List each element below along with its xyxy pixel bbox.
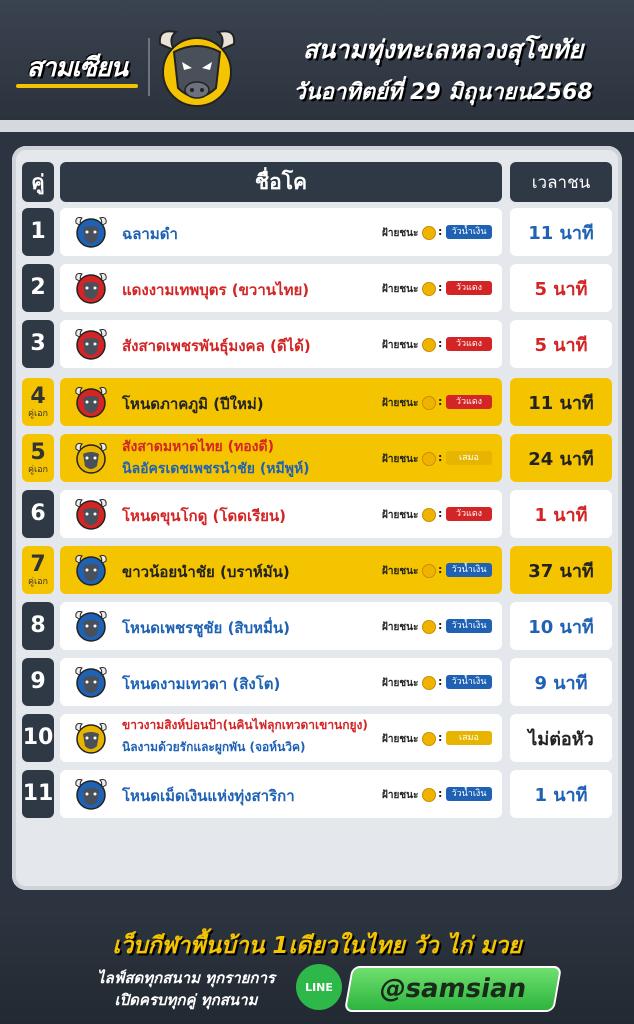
bull-name-cell (60, 490, 502, 538)
event-date: วันอาทิตย์ที่ 29 มิถุนายน2568 (293, 80, 593, 105)
fight-duration-cell: 37 นาที (510, 546, 612, 594)
bull-name: โหนดเม็ดเงินแห่งทุ่งสาริกา (122, 787, 295, 805)
bull-name: แดงงามเทพบุตร (ขวานไทย) (122, 281, 310, 299)
colon-separator: : (438, 563, 443, 576)
colon-separator: : (438, 731, 443, 744)
red-bull-icon (74, 497, 108, 531)
coin-icon (422, 676, 436, 690)
fight-duration-cell: 10 นาที (510, 602, 612, 650)
colon-separator: : (438, 225, 443, 238)
fight-duration-cell: 5 นาที (510, 320, 612, 368)
result-badge: วัวแดง (446, 281, 492, 295)
pair-number: 6 (30, 501, 46, 526)
pair-number-cell (22, 320, 54, 368)
fight-duration-cell: 24 นาที (510, 434, 612, 482)
column-header-pair: คู่ (22, 162, 54, 202)
column-header-time: เวลาชน (510, 162, 612, 202)
fight-duration-cell: 9 นาที (510, 658, 612, 706)
blue-bull-icon (74, 609, 108, 643)
bull-name-cell (60, 434, 502, 482)
winner-label: ฝ้ายชนะ (382, 510, 419, 521)
colon-separator: : (438, 787, 443, 800)
pair-number-cell (22, 714, 54, 762)
bull-name-cell (60, 770, 502, 818)
gold-bull-icon (74, 441, 108, 475)
header-stripe (0, 120, 634, 132)
coin-icon (422, 508, 436, 522)
colon-separator: : (438, 451, 443, 464)
bull-name: ฉลามดำ (122, 225, 178, 243)
bull-name: นิลอัครเดชเพชรนำชัย (หมีพูห์) (122, 461, 310, 477)
winner-label: ฝ้ายชนะ (382, 228, 419, 239)
footer-line-2: เปิดครบทุกคู่ ทุกสนาม (114, 991, 258, 1009)
result-badge: วัวน้ำเงิน (446, 619, 492, 633)
logo-separator (148, 38, 150, 96)
result-badge: วัวน้ำเงิน (446, 675, 492, 689)
result-badge: เสมอ (446, 731, 492, 745)
pair-number: 10 (22, 725, 54, 750)
blue-bull-icon (74, 665, 108, 699)
main-event-label: คู่เอก (28, 576, 48, 587)
gold-bull-icon (74, 721, 108, 755)
coin-icon (422, 396, 436, 410)
winner-label: ฝ้ายชนะ (382, 566, 419, 577)
winner-label: ฝ้ายชนะ (382, 734, 419, 745)
colon-separator: : (438, 507, 443, 520)
result-badge: วัวน้ำเงิน (446, 563, 492, 577)
colon-separator: : (438, 619, 443, 632)
pair-number-cell (22, 770, 54, 818)
brand-logo-text: สามเซียน (10, 46, 144, 90)
bull-name-cell (60, 320, 502, 368)
bull-name-cell (60, 714, 502, 762)
red-bull-icon (74, 271, 108, 305)
blue-bull-icon (74, 215, 108, 249)
bull-name-cell (60, 378, 502, 426)
pair-number-cell (22, 602, 54, 650)
pair-number: 9 (30, 669, 46, 694)
stadium-title: สนามทุ่งทะเลหลวงสุโขทัย (302, 35, 584, 64)
main-event-label: คู่เอก (28, 408, 48, 419)
bull-name: โหนดขุนโกดู (โดดเรียน) (122, 507, 287, 525)
bull-name: ขาวงามสิงห์บ่อนป้า(นคินไฟลุกเทวดาเขานกยูง) (122, 718, 368, 732)
pair-number-cell (22, 264, 54, 312)
bull-name-cell (60, 602, 502, 650)
bull-name: โหนดเพชรชูชัย (สิบหมื่น) (122, 619, 290, 637)
result-badge: วัวแดง (446, 395, 492, 409)
bull-name: โหนดภาคภูมิ (ปีใหม่) (122, 395, 264, 413)
pair-number: 2 (30, 275, 46, 300)
bull-name: ขาวน้อยนำชัย (บราห์มัน) (122, 563, 290, 581)
fight-duration-cell: ไม่ต่อหัว (510, 714, 612, 762)
pair-number: 8 (30, 613, 46, 638)
bull-name: สังสาดเพชรพันธุ์มงคล (ดีได้) (122, 337, 311, 355)
red-bull-icon (74, 327, 108, 361)
blue-bull-icon (74, 553, 108, 587)
coin-icon (422, 620, 436, 634)
result-badge: วัวแดง (446, 337, 492, 351)
winner-label: ฝ้ายชนะ (382, 340, 419, 351)
winner-label: ฝ้ายชนะ (382, 790, 419, 801)
pair-number-cell (22, 208, 54, 256)
main-event-label: คู่เอก (28, 464, 48, 475)
fight-duration-cell: 11 นาที (510, 378, 612, 426)
pair-number: 5 (30, 439, 46, 465)
red-bull-icon (74, 385, 108, 419)
colon-separator: : (438, 337, 443, 350)
pair-number-cell (22, 658, 54, 706)
line-id-button[interactable]: @samsian (344, 966, 562, 1012)
pair-number-cell (22, 434, 54, 482)
bull-name: โหนดงามเทวดา (สิงโต) (122, 675, 281, 693)
winner-label: ฝ้ายชนะ (382, 284, 419, 295)
winner-label: ฝ้ายชนะ (382, 678, 419, 689)
bull-name-cell (60, 264, 502, 312)
coin-icon (422, 226, 436, 240)
coin-icon (422, 732, 436, 746)
bull-name-cell (60, 208, 502, 256)
pair-number: 7 (30, 551, 46, 577)
footer-slogan: เว็บกีฬาพื้นบ้าน 1เดียวในไทย วัว ไก่ มวย (112, 933, 522, 959)
result-badge: วัวน้ำเงิน (446, 787, 492, 801)
fight-duration-cell: 1 นาที (510, 770, 612, 818)
colon-separator: : (438, 395, 443, 408)
colon-separator: : (438, 675, 443, 688)
pair-number: 11 (22, 781, 54, 806)
result-badge: วัวแดง (446, 507, 492, 521)
line-app-icon[interactable]: LINE (296, 964, 342, 1010)
bull-name-cell (60, 546, 502, 594)
coin-icon (422, 338, 436, 352)
pair-number-cell (22, 546, 54, 594)
pair-number: 1 (30, 219, 46, 244)
result-badge: เสมอ (446, 451, 492, 465)
colon-separator: : (438, 281, 443, 294)
coin-icon (422, 564, 436, 578)
pair-number-cell (22, 490, 54, 538)
coin-icon (422, 282, 436, 296)
bull-name: นิลงามด้วยรักและผูกพัน (จอห์นวิค) (122, 740, 306, 754)
fight-duration-cell: 11 นาที (510, 208, 612, 256)
fight-duration-cell: 1 นาที (510, 490, 612, 538)
winner-label: ฝ้ายชนะ (382, 622, 419, 633)
bull-mascot-icon (156, 22, 238, 112)
bull-name: สังสาดมหาดไทย (ทองดี) (122, 439, 274, 455)
fight-duration-cell: 5 นาที (510, 264, 612, 312)
result-badge: วัวน้ำเงิน (446, 225, 492, 239)
pair-number-cell (22, 378, 54, 426)
winner-label: ฝ้ายชนะ (382, 454, 419, 465)
pair-number: 3 (30, 331, 46, 356)
blue-bull-icon (74, 777, 108, 811)
pair-number: 4 (30, 383, 46, 409)
bull-name-cell (60, 658, 502, 706)
column-header-name: ชื่อโค (60, 162, 502, 202)
footer-line-1: ไลฟ์สดทุกสนาม ทุกรายการ (97, 969, 275, 987)
winner-label: ฝ้ายชนะ (382, 398, 419, 409)
coin-icon (422, 452, 436, 466)
coin-icon (422, 788, 436, 802)
